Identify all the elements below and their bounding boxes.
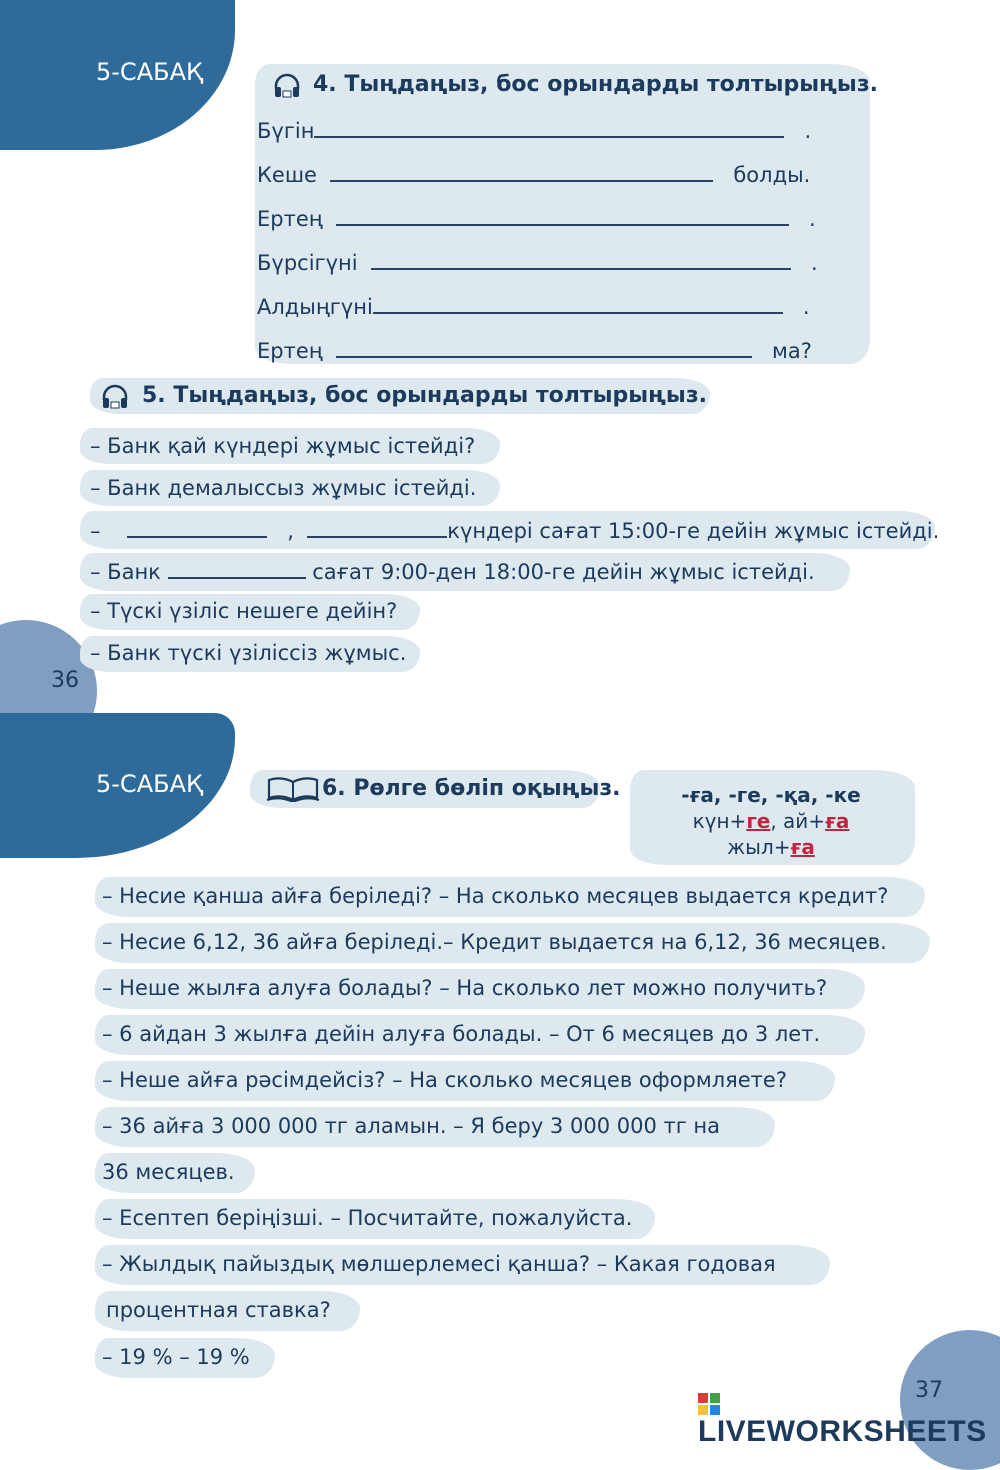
answer-blank-8[interactable] [307,518,447,538]
row-start: Ертең [257,339,323,363]
answer-blank-2[interactable] [330,162,713,182]
exercise6-title: 6. Рөлге бөліп оқыңыз. [322,776,621,801]
line4-start: – Банк [90,560,161,584]
dash: – [90,519,101,543]
exercise4-title: 4. Тыңдаңыз, бос орындарды толтырыңыз. [313,72,878,97]
exercise4-row-1 [257,118,811,143]
dialogue-line-5: – Неше айға рәсімдейсіз? – На сколько месяцев оформляете? [102,1068,787,1092]
dialogue-line-10: процентная ставка? [106,1298,331,1322]
headphones-icon [272,71,302,101]
grammar-box [636,782,906,860]
example-suffix: ға [790,835,815,859]
dialogue-line-8: – Есептеп беріңізші. – Посчитайте, пожалуйста. [102,1206,633,1230]
exercise5-line-6: – Банк түскі үзіліссіз жұмыс. [90,641,407,665]
lesson-label: 5-САБАҚ [96,58,204,86]
exercise4-row-6 [257,338,812,363]
exercise4-row-3 [257,206,816,231]
lesson-label: 5-САБАҚ [96,770,204,798]
exercise5-line-1: – Банк қай күндері жұмыс істейді? [90,434,476,458]
dialogue-line-11: – 19 % – 19 % [102,1345,250,1369]
answer-blank-7[interactable] [127,518,267,538]
line4-end: сағат 9:00-ден 18:00-ге дейін жұмыс істейді. [312,560,815,584]
example-suffix: ға [825,809,850,833]
logo-text: LIVEWORKSHEETS [698,1415,987,1448]
dialogue-line-7: 36 месяцев. [102,1160,235,1184]
example-word: ай+ [783,809,826,833]
answer-blank-4[interactable] [371,250,791,270]
row-end: болды. [733,163,811,187]
page-number-right: 37 [915,1378,943,1403]
row-start: Бүгін [257,119,315,143]
row-start: Кеше [257,163,317,187]
dialogue-line-2: – Несие 6,12, 36 айға беріледі.– Кредит выдается на 6,12, 36 месяцев. [102,930,887,954]
exercise4-row-5 [257,294,810,319]
example-suffix: ге [746,809,771,833]
dialogue-line-6: – 36 айға 3 000 000 тг аламын. – Я беру 3 000 000 тг на [102,1114,721,1138]
row-end: . [809,207,816,231]
answer-blank-5[interactable] [373,294,783,314]
exercise4-row-2 [257,162,810,187]
exercise5-line-5: – Түскі үзіліс нешеге дейін? [90,599,398,623]
answer-blank-9[interactable] [168,559,306,579]
exercise5-title: 5. Тыңдаңыз, бос орындарды толтырыңыз. [142,383,707,408]
exercise5-line-4 [90,559,815,584]
exercise4-row-4 [257,250,818,275]
exercise5-line-3 [90,518,939,543]
row-start: Алдыңгүні [257,295,373,319]
dialogue-line-4: – 6 айдан 3 жылға дейін алуға болады. – От 6 месяцев до 3 лет. [102,1022,821,1046]
row-start: Ертең [257,207,323,231]
grammar-example-line [636,834,906,860]
suffix-list: -ға, -ге, -қа, -ке [681,783,861,807]
row-end: ма? [772,339,812,363]
dialogue-line-9: – Жылдық пайыздық мөлшерлемесі қанша? – Какая годовая [102,1252,776,1276]
line3-end: күндері сағат 15:00-ге дейін жұмыс істейді. [447,519,940,543]
dialogue-line-3: – Неше жылға алуға болады? – На сколько лет можно получить? [102,976,828,1000]
grammar-example-line [636,808,906,834]
answer-blank-1[interactable] [314,118,784,138]
example-word: жыл+ [727,835,791,859]
exercise5-line-2: – Банк демалыссыз жұмыс істейді. [90,476,477,500]
open-book-icon [266,776,320,802]
headphones-icon [100,382,130,412]
row-end: . [804,119,812,143]
answer-blank-3[interactable] [336,206,789,226]
separator: , [770,809,784,833]
dialogue-line-1: – Несие қанша айға беріледі? – На сколько месяцев выдается кредит? [102,884,889,908]
page-number-left: 36 [51,668,79,693]
row-end: . [802,295,810,319]
row-start: Бүрсігүні [257,251,358,275]
row-end: . [810,251,818,275]
example-word: күн+ [692,809,747,833]
liveworksheets-logo [698,1393,1000,1449]
logo-mark-icon [698,1393,720,1415]
answer-blank-6[interactable] [336,338,752,358]
comma: , [287,519,294,543]
